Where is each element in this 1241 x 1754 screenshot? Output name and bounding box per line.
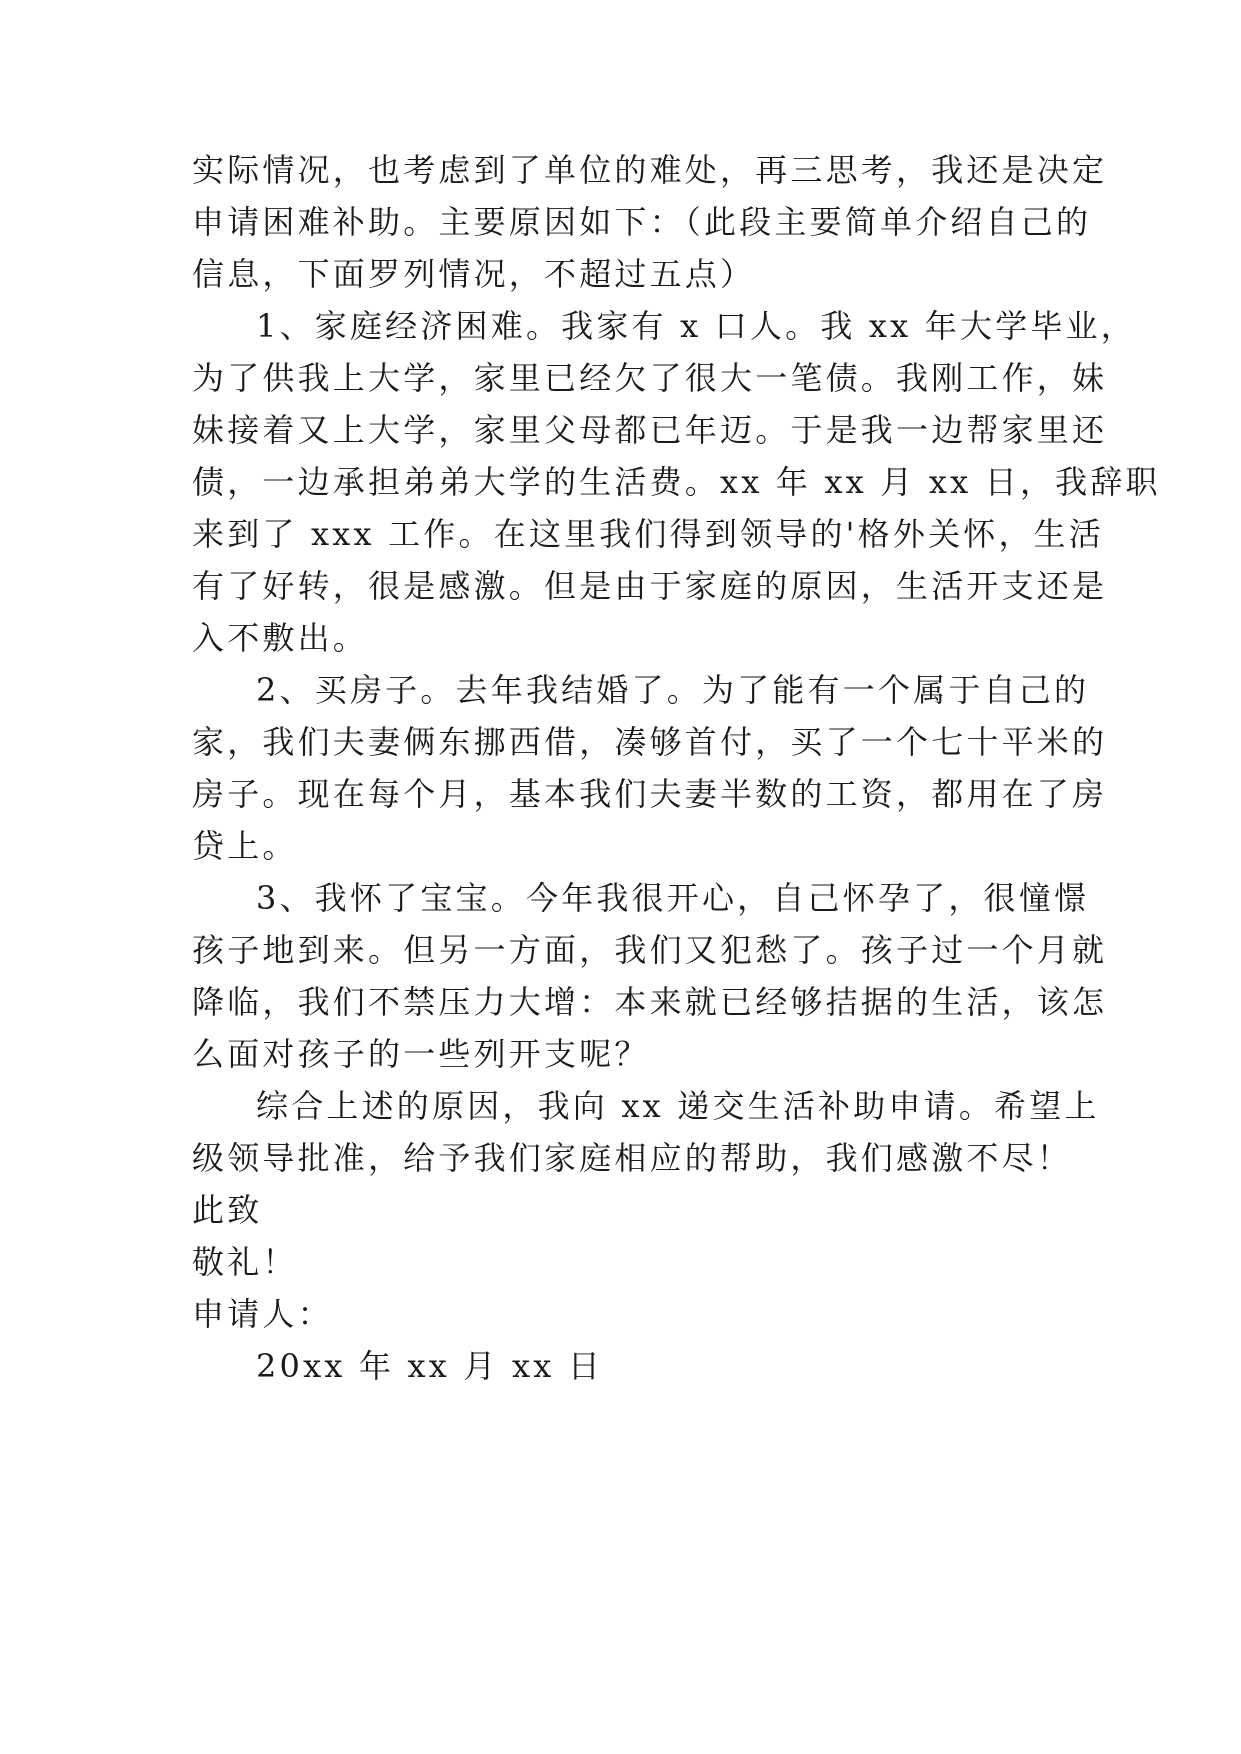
body-line: 债，一边承担弟弟大学的生活费。xx 年 xx 月 xx 日，我辞职 <box>192 463 1161 501</box>
closing-regards: 敬礼！ <box>192 1243 298 1281</box>
body-line: 信息，下面罗列情况，不超过五点） <box>192 255 756 293</box>
applicant-label: 申请人： <box>192 1295 333 1333</box>
body-line: 入不敷出。 <box>192 619 369 657</box>
body-line: 贷上。 <box>192 827 298 865</box>
paragraph-2-first-line: 2、买房子。去年我结婚了。为了能有一个属于自己的 <box>256 671 1090 709</box>
body-line: 房子。现在每个月，基本我们夫妻半数的工资，都用在了房 <box>192 775 1108 813</box>
paragraph-3-first-line: 3、我怀了宝宝。今年我很开心，自己怀孕了，很憧憬 <box>256 879 1090 917</box>
body-line: 来到了 xxx 工作。在这里我们得到领导的'格外关怀，生活 <box>192 515 1105 553</box>
body-line: 孩子地到来。但另一方面，我们又犯愁了。孩子过一个月就 <box>192 931 1108 969</box>
body-line: 为了供我上大学，家里已经欠了很大一笔债。我刚工作，妹 <box>192 359 1108 397</box>
body-line: 家，我们夫妻俩东挪西借，凑够首付，买了一个七十平米的 <box>192 723 1108 761</box>
paragraph-1-first-line: 1、家庭经济困难。我家有 x 口人。我 xx 年大学毕业， <box>256 307 1136 345</box>
body-line: 么面对孩子的一些列开支呢？ <box>192 1035 650 1073</box>
body-line: 有了好转，很是感激。但是由于家庭的原因，生活开支还是 <box>192 567 1108 605</box>
conclusion-first-line: 综合上述的原因，我向 xx 递交生活补助申请。希望上 <box>256 1087 1100 1125</box>
body-line: 降临，我们不禁压力大增：本来就已经够拮据的生活，该怎 <box>192 983 1108 1021</box>
closing-salutation: 此致 <box>192 1191 263 1229</box>
body-line: 级领导批准，给予我们家庭相应的帮助，我们感激不尽！ <box>192 1139 1073 1177</box>
body-line: 实际情况，也考虑到了单位的难处，再三思考，我还是决定 <box>192 151 1108 189</box>
date-line: 20xx 年 xx 月 xx 日 <box>256 1347 604 1385</box>
body-line: 妹接着又上大学，家里父母都已年迈。于是我一边帮家里还 <box>192 411 1108 449</box>
body-line: 申请困难补助。主要原因如下：（此段主要简单介绍自己的 <box>192 203 1092 241</box>
